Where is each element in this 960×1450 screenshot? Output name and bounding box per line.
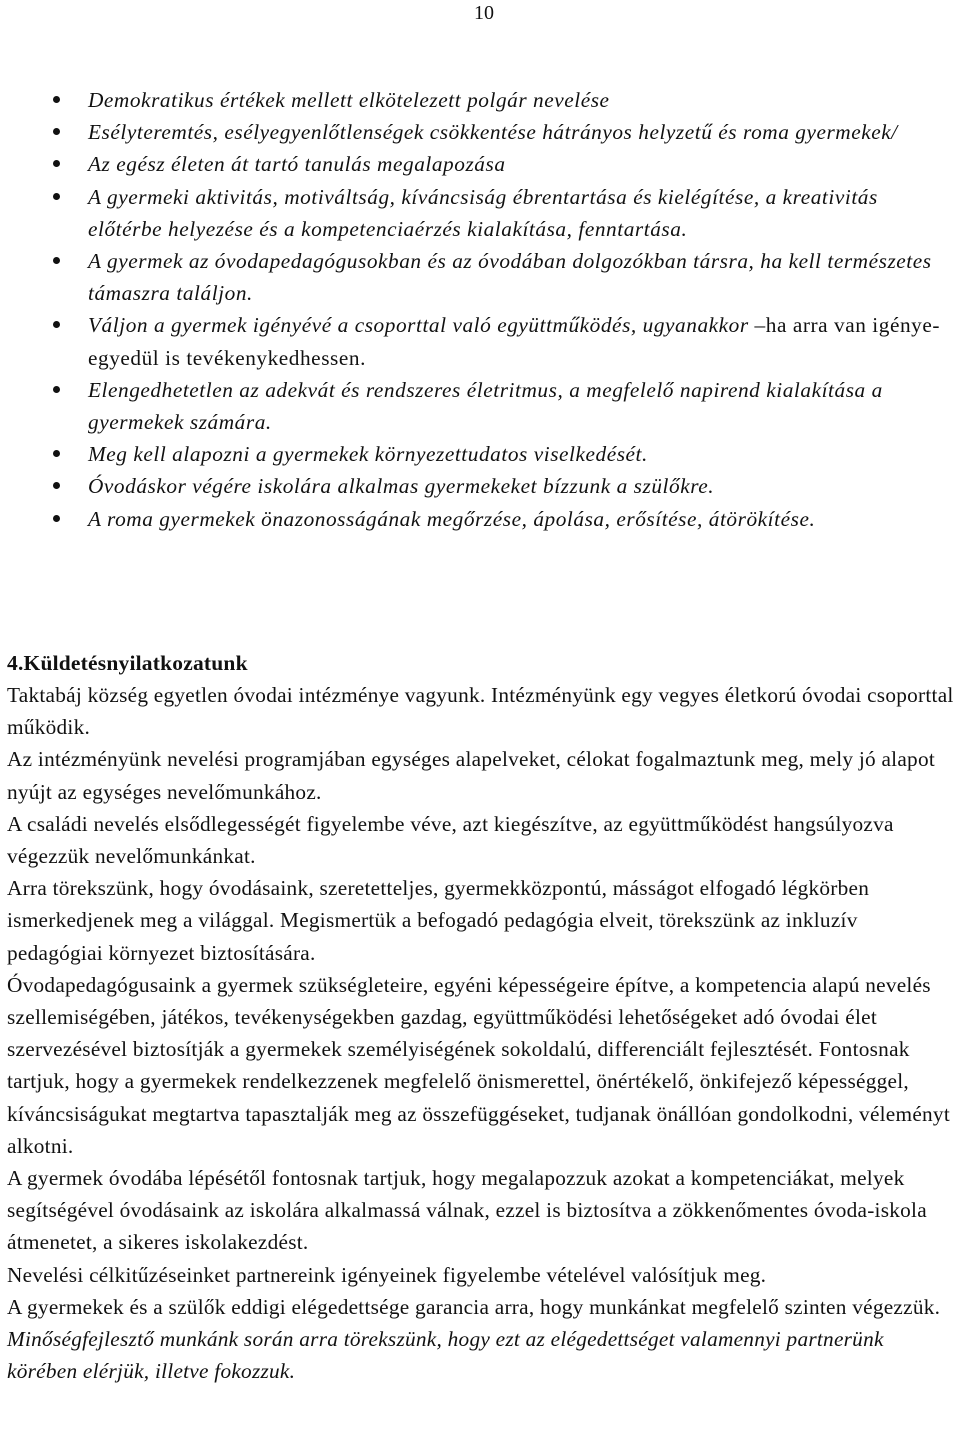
bullet-dot-icon bbox=[53, 482, 60, 489]
bullet-item-lifelong-learning bbox=[0, 148, 960, 180]
paragraph: Taktabáj község egyetlen óvodai intézménye vagyunk. Intézményünk egy vegyes életkorú óvodai csoporttal működik. bbox=[7, 683, 954, 740]
objectives-bullet-list bbox=[0, 84, 960, 535]
bullet-dot-icon bbox=[53, 257, 60, 264]
bullet-text: Elengedhetetlen az adekvát és rendszeres életritmus, a megfelelő napirend kialakítása a gyermekek számára. bbox=[88, 377, 883, 435]
bullet-dot-icon bbox=[53, 128, 60, 135]
paragraph: A gyermekek és a szülők eddigi elégedettsége garancia arra, hogy munkánkat megfelelő szinten végezzük. bbox=[7, 1294, 941, 1319]
paragraph: Minőségfejlesztő munkánk során arra törekszünk, hogy ezt az elégedettséget valamennyi partnerünk körében elérjük, illetve fokozzuk. bbox=[7, 1327, 884, 1384]
paragraph: Nevelési célkitűzéseinket partnereink igényeinek figyelembe vételével valósítjuk meg. bbox=[7, 1262, 767, 1287]
bullet-text: Demokratikus értékek mellett elkötelezett polgár nevelése bbox=[88, 88, 610, 112]
mission-statement-body bbox=[7, 679, 957, 1387]
bullet-dot-icon bbox=[53, 450, 60, 457]
bullet-item-equal-opportunity bbox=[0, 116, 960, 148]
bullet-item-democratic-values bbox=[0, 84, 960, 116]
page-number: 10 bbox=[474, 2, 494, 24]
bullet-text: A gyermek az óvodapedagógusokban és az óvodában dolgozókban társra, ha kell természetes támaszra találjon. bbox=[88, 249, 932, 306]
section-heading: 4.Küldetésnyilatkozatunk bbox=[7, 651, 248, 675]
paragraph: Az intézményünk nevelési programjában egységes alapelveket, célokat fogalmaztunk meg, mely jó alapot nyújt az egységes nevelőmunkához. bbox=[7, 747, 936, 804]
paragraph: Óvodapedagógusaink a gyermek szükségleteire, egyéni képességeire építve, a kompetencia alapú nevelés szellemiségében, játékos, tevékenységekben gazdag, együttműködési lehetőségeket adó óvodai élet szervezésével biztosítják a gyermekek személyiségének sokoldalú, differenciált fejlesztését. Fontosnak tartjuk, hogy a gyermekek rendelkezzenek megfelelő önismerettel, önértékelő, önkifejező képességgel, kíváncsiságukat megtartva tapasztalják meg az összefüggéseket, tudjanak önállóan gondolkodni, véleményt alkotni. bbox=[7, 972, 950, 1158]
bullet-dot-icon bbox=[53, 386, 60, 393]
bullet-text: A roma gyermekek önazonosságának megőrzése, ápolása, erősítése, átörökítése. bbox=[88, 506, 816, 531]
bullet-text: Váljon a gyermek igényévé a csoporttal való együttműködés, ugyanakkor – bbox=[88, 313, 766, 338]
bullet-text: Esélyteremtés, esélyegyenlőtlenségek csökkentése hátrányos helyzetű és roma gyermekek/ bbox=[88, 120, 898, 145]
paragraph: Arra törekszünk, hogy óvodásaink, szeretetteljes, gyermekközpontú, másságot elfogadó légkörben ismerkedjenek meg a világgal. Megismertük a befogadó pedagógia elveit, törekszünk az inkluzív pedagógiai környezet biztosítására. bbox=[7, 876, 870, 965]
bullet-item-environment bbox=[0, 438, 960, 470]
bullet-item-cooperation bbox=[0, 309, 960, 373]
bullet-dot-icon bbox=[53, 321, 60, 328]
paragraph: A családi nevelés elsődlegességét figyelembe véve, azt kiegészítve, az együttműködést hangsúlyozva végezzük nevelőmunkánkat. bbox=[7, 811, 894, 869]
bullet-text: A gyermeki aktivitás, motiváltság, kíváncsiság ébrentartása és kielégítése, a kreativitás előtérbe helyezése és a kompetenciaérzés kialakítása, fenntartása. bbox=[88, 184, 878, 241]
bullet-item-roma-identity bbox=[0, 503, 960, 535]
bullet-dot-icon bbox=[53, 96, 60, 103]
bullet-text-upright: ha arra van igénye- egyedül is tevékenykedhessen. bbox=[88, 313, 940, 370]
bullet-text: Óvodáskor végére iskolára alkalmas gyermekeket bízzunk a szülőkre. bbox=[88, 474, 715, 499]
bullet-item-support bbox=[0, 245, 960, 309]
bullet-dot-icon bbox=[53, 193, 60, 200]
bullet-text: Az egész életen át tartó tanulás megalapozása bbox=[88, 152, 506, 177]
bullet-item-school-ready bbox=[0, 470, 960, 502]
bullet-item-child-activity bbox=[0, 181, 960, 245]
paragraph: A gyermek óvodába lépésétől fontosnak tartjuk, hogy megalapozzuk azokat a kompetenciákat, melyek segítségével óvodásaink az iskolára alkalmassá válnak, ezzel is biztosítva a zökkenőmentes óvoda-iskola átmenetet, a sikeres iskolakezdést. bbox=[7, 1166, 927, 1255]
bullet-dot-icon bbox=[53, 160, 60, 167]
bullet-item-daily-rhythm bbox=[0, 374, 960, 438]
bullet-text: Meg kell alapozni a gyermekek környezettudatos viselkedését. bbox=[88, 442, 648, 467]
bullet-dot-icon bbox=[53, 515, 60, 522]
